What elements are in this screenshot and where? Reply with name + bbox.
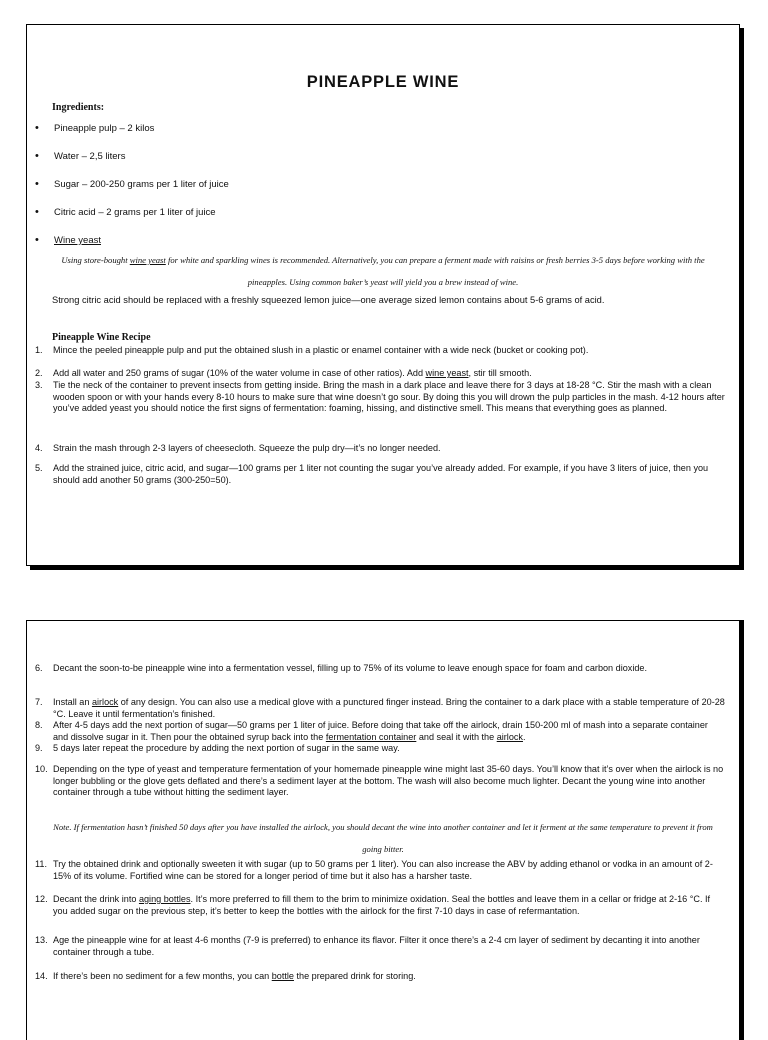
- recipe-step: 14. If there’s been no sediment for a few months, you can bottle the prepared drink for storing.: [35, 971, 416, 981]
- bullet-icon: •: [35, 122, 39, 134]
- recipe-step: 11. Try the obtained drink and optionally sweeten it with sugar (up to 50 grams per 1 liter). You can also increase the ABV by adding ethanol or vodka in an amount of 2-15% of its volume. Fortified wine can be stored for a longer period of time but it also has a harsher taste.: [35, 859, 713, 881]
- wine-yeast-link[interactable]: Wine yeast: [54, 235, 101, 246]
- airlock-link[interactable]: airlock: [91, 697, 119, 707]
- recipe-heading: Pineapple Wine Recipe: [52, 332, 151, 343]
- recipe-step: 3. Tie the neck of the container to prevent insects from getting inside. Bring the mash in a dark place and leave there for 3 days at 18-28 °C. Stir the mash with a clean wooden spoon or with your hands every 8-10 hours to make sure that wine doesn’t go sour. By doing this you will drown the pulp particles in the mash. 4-12 hours after you’ve added yeast you should notice the first signs of fermentation: foaming, hissing, and distinctive smell. This means that everything goes as planned.: [35, 380, 725, 414]
- bullet-icon: •: [35, 178, 39, 190]
- recipe-step: 1. Mince the peeled pineapple pulp and put the obtained slush in a plastic or enamel container with a wide neck (bucket or cooking pot).: [35, 345, 589, 355]
- bullet-icon: •: [35, 234, 39, 246]
- recipe-step: 6. Decant the soon-to-be pineapple wine into a fermentation vessel, filling up to 75% of its volume to leave enough space for foam and carbon dioxide.: [35, 663, 647, 673]
- recipe-step: 5. Add the strained juice, citric acid, and sugar—100 grams per 1 liter not counting the sugar you’ve already added. For example, if you have 3 liters of juice, then you should add another 50 grams (300-250=50).: [35, 463, 709, 485]
- recipe-step: 2. Add all water and 250 grams of sugar (10% of the water volume in case of other ratios). Add wine yeast, stir till smooth.: [35, 368, 532, 378]
- recipe-step: 7. Install an airlock of any design. You can also use a medical glove with a punctured finger instead. Bring the container to a dark place with a stable temperature of 20-28 °C. Leave it until fermentation’s finished.: [35, 697, 725, 719]
- fermentation-container-link[interactable]: fermentation container: [325, 731, 417, 742]
- fermentation-note: Note. If fermentation hasn’t finished 50 days after you have installed the airlock, you should decant the wine into another container and let it ferment at the same temperature to prevent it from going bitter.: [53, 822, 713, 854]
- airlock-link[interactable]: airlock: [496, 731, 523, 742]
- recipe-step: 12. Decant the drink into aging bottles. It’s more preferred to fill them to the brim to minimize oxidation. Seal the bottles and leave them in a cellar or fridge at 2-16 °C. If you added sugar on the previous step, it’s better to keep the bottles with the airlock for the first 7-10 days in case of refermantation.: [35, 894, 711, 916]
- recipe-step: 13. Age the pineapple wine for at least 4-6 months (7-9 is preferred) to enhance its flavor. Filter it once there’s a 2-4 cm layer of sediment by decanting it into another container through a tube.: [35, 935, 700, 957]
- aging-bottles-link[interactable]: aging bottles: [138, 894, 191, 904]
- yeast-note: Using store-bought wine yeast for white and sparkling wines is recommended. Alternatively, you can prepare a ferment made with raisins or fresh berries 3-5 days before working with the pineapples. Using common baker’s yeast will yield you a brew instead of wine.: [61, 255, 705, 287]
- bottle-link[interactable]: bottle: [271, 971, 294, 981]
- citric-acid-note: Strong citric acid should be replaced with a freshly squeezed lemon juice—one average sized lemon contains about 5-6 grams of acid.: [52, 295, 605, 305]
- recipe-step: 9. 5 days later repeat the procedure by adding the next portion of sugar in the same way.: [35, 743, 400, 753]
- document-page-1: PINEAPPLE WINE Ingredients: • Pineapple pulp – 2 kilos • Water – 2,5 liters • Sugar – 200-250 grams per 1 liter of juice • Citric acid – 2 grams per 1 liter of juice • Wine yeast Using store-bought wine yeast for white and sparkling wines is recommended. Alternatively, you can prepare a ferment made with raisins or fresh berries 3-5 days before working with the pineapples. Using common baker’s yeast will yield you a brew instead of wine. Strong citric acid should be replaced with a freshly squeezed lemon juice—one average sized lemon contains about 5-6 grams of acid. Pineapple Wine Recipe 1. Mince the peeled pineapple pulp and put the obtained slush in a plastic or enamel container with a wide neck (bucket or cooking pot). 2. Add all water and 250 grams of sugar (10% of the water volume in case of other ratios). Add wine yeast, stir till smooth. 3. Tie the neck of the container to prevent insects from getting inside. Bring the mash in a dark place and leave there for 3 days at 18-28 °C. Stir the mash with a clean wooden spoon or with your hands every 8-10 hours to make sure that wine doesn’t go sour. By doing this you will drown the pulp particles in the mash. 4-12 hours after you’ve added yeast you should notice the first signs of fermentation: foaming, hissing, and distinctive smell. This means that everything goes as planned. 4. Strain the mash through 2-3 layers of cheesecloth. Squeeze the pulp dry—it’s no longer needed. 5. Add the strained juice, citric acid, and sugar—100 grams per 1 liter not counting the sugar you’ve already added. For example, if you have 3 liters of juice, then you should add another 50 grams (300-250=50).: [26, 24, 740, 566]
- recipe-step: 4. Strain the mash through 2-3 layers of cheesecloth. Squeeze the pulp dry—it’s no longer needed.: [35, 443, 441, 453]
- wine-yeast-link[interactable]: wine yeast: [425, 368, 469, 378]
- wine-yeast-link[interactable]: wine yeast: [129, 255, 166, 265]
- recipe-step: 8. After 4-5 days add the next portion of sugar—50 grams per 1 liter of juice. Before doing that take off the airlock, drain 150-200 ml of mash into a separate container and dissolve sugar in it. Then pour the obtained syrup back into the fermentation container and seal it with the airlock.: [35, 720, 708, 742]
- ingredients-heading: Ingredients:: [52, 102, 105, 113]
- bullet-icon: •: [35, 150, 39, 162]
- document-page-2: [26, 620, 740, 1040]
- recipe-step: 10. Depending on the type of yeast and temperature fermentation of your homemade pineapple wine might last 35-60 days. You’ll know that it’s over when the airlock is no longer bubbling or the glove gets deflated and there’s a sediment layer at the bottom. The wash will also become much lighter. Decant the young wine into another container through a tube without hitting the sediment layer.: [35, 764, 724, 798]
- bullet-icon: •: [35, 206, 39, 218]
- page-title: PINEAPPLE WINE: [306, 73, 460, 91]
